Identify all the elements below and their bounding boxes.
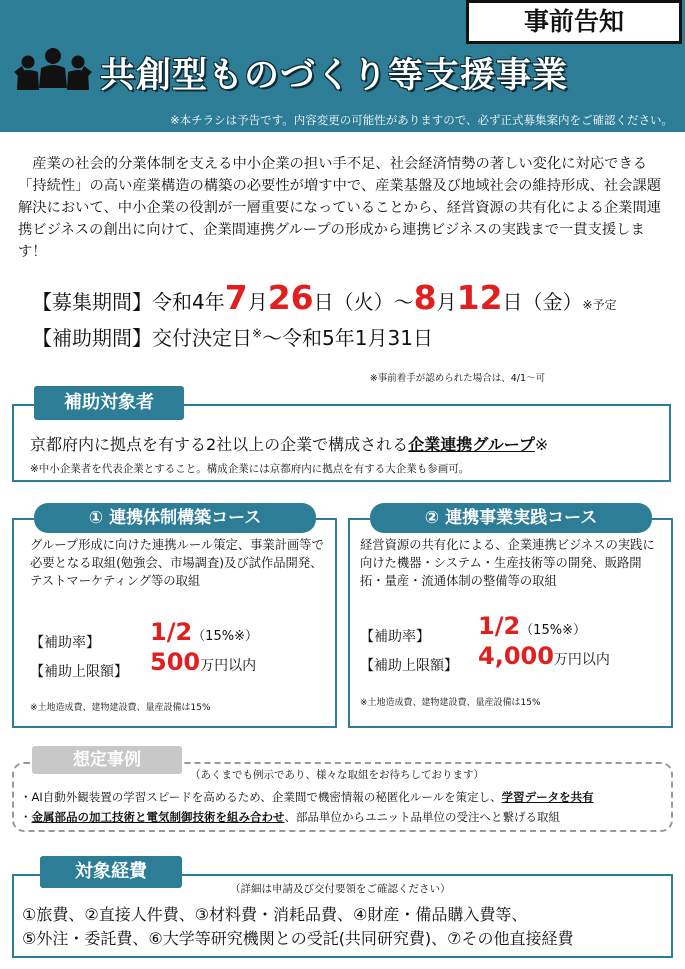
- course-2-rate-label: 【補助率】: [360, 629, 430, 645]
- start-month: 7: [224, 278, 248, 317]
- end-day: 12: [456, 278, 503, 317]
- example-line-1: [20, 789, 594, 805]
- end-month-unit: 月: [436, 290, 457, 314]
- advance-note: ※事前着手が認められた場合は、4/1～可: [369, 373, 545, 384]
- target-main-emphasis: 企業連携グループ: [408, 435, 535, 454]
- expense-line-2: ⑤外注・委託費、⑥大学等研究機関との受託(共同研究費)、⑦その他直接経費: [22, 929, 574, 948]
- example-2-emphasis: 金属部品の加工技術と電気制御技術を組み合わせ: [31, 810, 285, 824]
- course-1-limit-unit: 万円以内: [200, 658, 257, 674]
- course-2-rate: [478, 612, 586, 640]
- target-main-mark: ※: [534, 435, 549, 454]
- page-title: 共創型ものづくり等支援事業: [100, 56, 569, 96]
- examples-tag: 想定事例: [32, 746, 182, 774]
- intro-paragraph: 産業の社会的分業体制を支える中小企業の担い手不足、社会経済情勢の著しい変化に対応できる「持続性」の高い産業構造の構築の必要性が増す中で、産業基盤及び地域社会の維持形成、社会課題解決において、中小企業の役割が一層重要になっていることから、経営資源の共有化による企業間連携ビジネスの創出に向けて、企業間連携グループの形成から連携ビジネスの実践まで一貫支援します！: [18, 156, 662, 260]
- subsidy-period: [32, 322, 433, 351]
- course-2-limit: [478, 642, 610, 670]
- start-suffix: 日（火）～: [313, 290, 414, 314]
- course-1-description: グループ形成に向けた連携ルール策定、事業計画等で必要となる取組(勉強会、市場調査)及び試作品開発、テストマーケティング等の取組: [30, 538, 324, 588]
- start-month-unit: 月: [247, 290, 268, 314]
- end-month: 8: [413, 278, 437, 317]
- course-1-rate: [150, 618, 258, 646]
- course-1-rate-value: 1/2: [150, 618, 193, 646]
- subsidy-period-label: 【補助期間】交付決定日: [32, 326, 252, 350]
- course-2-limit-unit: 万円以内: [553, 652, 610, 668]
- expense-tag: 対象経費: [40, 856, 182, 888]
- expense-line-1: ①旅費、②直接人件費、③材料費・消耗品費、④財産・備品購入費等、: [22, 905, 528, 924]
- course-1-limit-value: 500: [150, 648, 201, 676]
- course-1-tag: ① 連携体制構築コース: [34, 503, 316, 533]
- example-2-prefix: ・: [20, 810, 32, 824]
- notice-badge: 事前告知: [466, 0, 682, 44]
- course-2-note: ※土地造成費、建物建設費、量産設備は15%: [360, 698, 541, 708]
- course-2-tag: ② 連携事業実践コース: [370, 503, 652, 533]
- course-2-rate-note: （15%※）: [520, 623, 586, 638]
- example-1-emphasis: 学習データを共有: [501, 790, 594, 804]
- target-main-prefix: 京都府内に拠点を有する2社以上の企業で構成される: [30, 435, 409, 454]
- course-2-description: 経営資源の共有化による、企業連携ビジネスの実践に向けた機器・システム・生産技術等の開発、販路開拓・量産・流通体制の整備等の取組: [360, 538, 655, 588]
- course-1-note: ※土地造成費、建物建設費、量産設備は15%: [30, 703, 211, 713]
- target-note: ※中小企業者を代表企業とすること。構成企業には京都府内に拠点を有する大企業も参画可。: [30, 463, 470, 475]
- course-2-limit-label: 【補助上限額】: [360, 658, 458, 674]
- course-1-rate-label: 【補助率】: [30, 635, 100, 651]
- course-2-rate-value: 1/2: [478, 612, 521, 640]
- course-1-rate-note: （15%※）: [192, 629, 258, 644]
- header-note: ※本チラシは予告です。内容変更の可能性がありますので、必ず正式募集案内をご確認ください。: [170, 113, 673, 127]
- example-1-prefix: ・AI自動外観装置の学習スピードを高めるため、企業間で機密情報の秘匿化ルールを策定し、: [20, 790, 502, 804]
- subsidy-period-rest: ～令和5年1月31日: [262, 326, 433, 350]
- subsidy-period-mark: ※: [252, 326, 263, 341]
- end-suffix: 日（金）: [502, 290, 583, 314]
- people-group-icon: [12, 44, 94, 102]
- recruitment-label: 【募集期間】令和4年: [32, 290, 225, 314]
- course-2-limit-value: 4,000: [478, 642, 554, 670]
- recruitment-note: ※予定: [582, 298, 617, 312]
- examples-subtitle: （あくまでも例示であり、様々な取組をお待ちしております）: [190, 769, 484, 781]
- target-main: [30, 432, 548, 455]
- course-1-limit-label: 【補助上限額】: [30, 664, 128, 680]
- start-day: 26: [267, 278, 314, 317]
- target-tag: 補助対象者: [34, 386, 184, 420]
- course-1-limit: [150, 648, 256, 676]
- expense-subtitle: （詳細は申請及び交付要領をご確認ください）: [230, 883, 451, 895]
- example-2-rest: 、部品単位からユニット品単位の受注へと繋げる取組: [284, 810, 561, 824]
- example-line-2: [20, 809, 560, 825]
- recruitment-period: [32, 278, 617, 317]
